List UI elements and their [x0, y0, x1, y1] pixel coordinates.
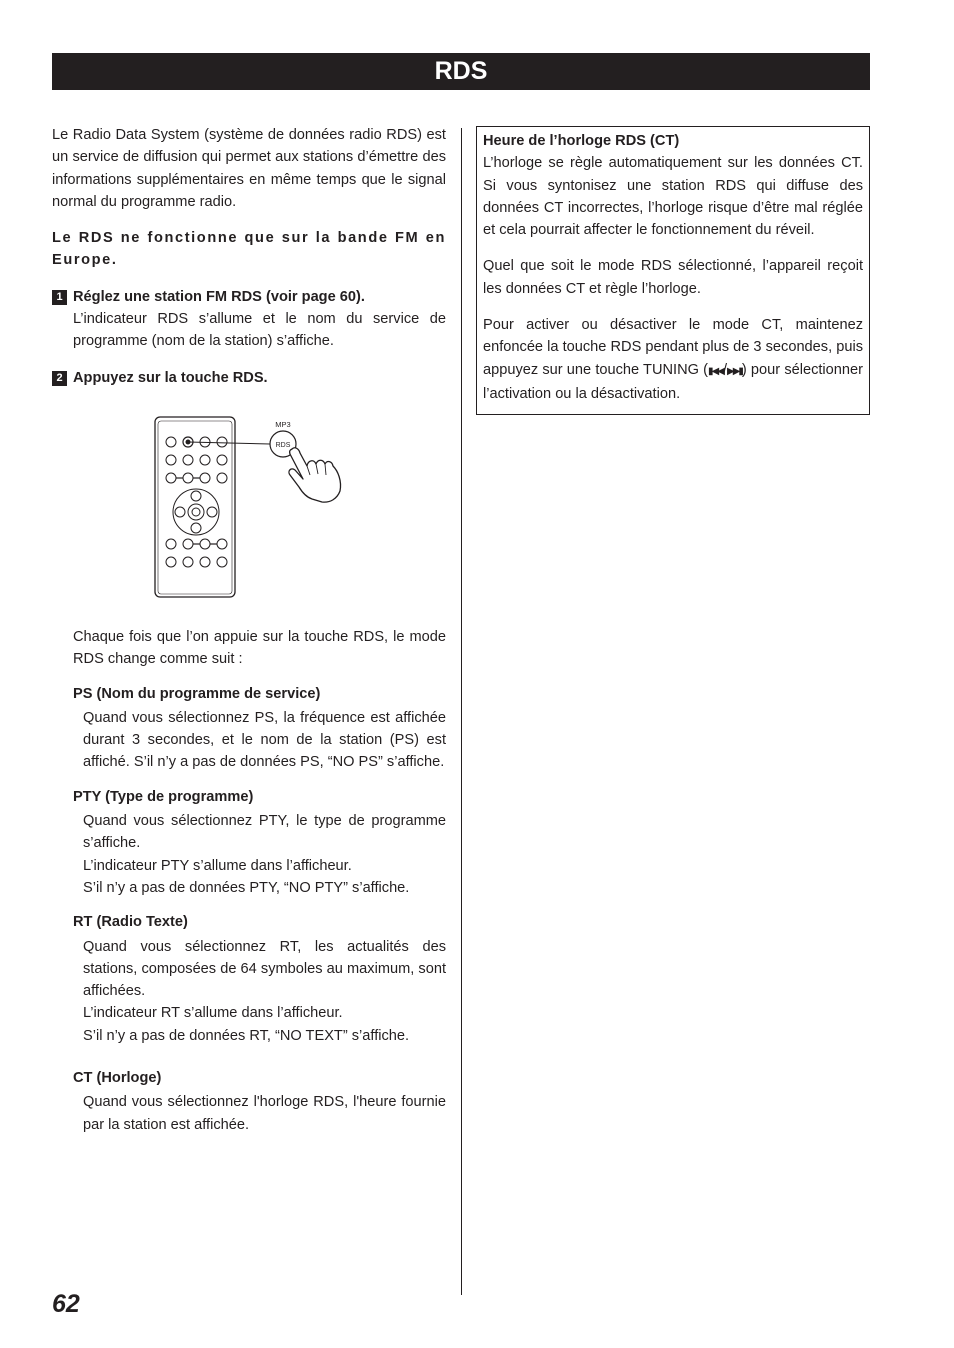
step-1: [52, 286, 446, 308]
mode-text: Quand vous sélectionnez l'horloge RDS, l'heure fournie par la station est affichée.: [83, 1094, 446, 1133]
mode-ct: [52, 1067, 446, 1136]
ct-text-part: Pour activer ou désactiver le mode CT, maintenez enfoncée la touche RDS pendant plus de 3 secondes, puis appuyez sur une touche TUNING (: [483, 317, 863, 378]
mode-text: Quand vous sélectionnez PS, la fréquence est affichée durant 3 secondes, et le nom de la station (PS) est affiché. S’il n’y a pas de données PS, “NO PS” s’affiche.: [83, 709, 446, 771]
mode-intro: Chaque fois que l’on appuie sur la touche RDS, le mode RDS change comme suit :: [73, 628, 446, 668]
step-text: L’indicateur RDS s’allume et le nom du service de programme (nom de la station) s’affiche.: [73, 311, 446, 350]
rds-label: RDS: [275, 441, 291, 449]
mode-ps: [52, 683, 446, 774]
page-title: RDS: [52, 53, 870, 90]
remote-illustration: [52, 399, 446, 604]
step-number: 1: [52, 290, 67, 305]
mode-title: RT (Radio Texte): [73, 914, 188, 931]
ct-info-box: [476, 126, 870, 415]
mode-title: CT (Horloge): [73, 1070, 162, 1087]
mode-rt: [52, 911, 446, 1047]
ct-separator: /: [722, 361, 727, 378]
skip-forward-icon: ▶▶▮: [727, 365, 742, 377]
remote-control-icon: [152, 399, 352, 599]
ct-box-paragraph: [483, 314, 863, 405]
ct-box-paragraph: Quel que soit le mode RDS sélectionné, l’appareil reçoit les données CT et règle l’horloge.: [483, 258, 863, 297]
step-title: Appuyez sur la touche RDS.: [73, 369, 268, 386]
mp3-label: MP3: [275, 419, 291, 429]
mode-text: S’il n’y a pas de données PTY, “NO PTY” s’affiche.: [83, 879, 410, 896]
pointing-hand-icon: [289, 448, 341, 502]
ct-box-paragraph: L’horloge se règle automatiquement sur les données CT. Si vous syntonisez une station RDS qui diffuse des données CT incorrectes, l’horloge risque d’être mal réglée et cela pourrait affecter le fonctionnement du réveil.: [483, 155, 863, 239]
step-2: [52, 367, 446, 389]
mode-pty: [52, 786, 446, 899]
mode-title: PTY (Type de programme): [73, 788, 254, 805]
mode-text: S’il n’y a pas de données RT, “NO TEXT” s’affiche.: [83, 1027, 410, 1044]
mode-title: PS (Nom du programme de service): [73, 685, 321, 702]
left-column: [52, 124, 446, 1136]
column-divider: [461, 128, 462, 1295]
mode-text: Quand vous sélectionnez PTY, le type de programme s’affiche.: [83, 813, 446, 852]
page-number: 62: [52, 1290, 80, 1318]
step-number: 2: [52, 371, 67, 386]
skip-back-icon: ▮◀◀: [708, 365, 723, 377]
fm-europe-note: Le RDS ne fonctionne que sur la bande FM en Europe.: [52, 230, 446, 269]
intro-paragraph: Le Radio Data System (système de données radio RDS) est un service de diffusion qui permet aux stations d’émettre des informations supplémentaires en même temps que le signal normal du programme radio.: [52, 127, 446, 210]
mode-text: L’indicateur PTY s’allume dans l’afficheur.: [83, 857, 352, 874]
ct-box-title: Heure de l’horloge RDS (CT): [483, 133, 680, 149]
ct-text-part: ) pour sélectionner l’activation ou la désactivation.: [483, 361, 864, 402]
right-column: [476, 126, 870, 415]
mode-text: Quand vous sélectionnez RT, les actualités des stations, composées de 64 symboles au maximum, sont affichées.: [83, 938, 446, 1000]
step-title: Réglez une station FM RDS (voir page 60).: [73, 288, 365, 305]
mode-text: L’indicateur RT s’allume dans l’afficheur.: [83, 1005, 343, 1022]
